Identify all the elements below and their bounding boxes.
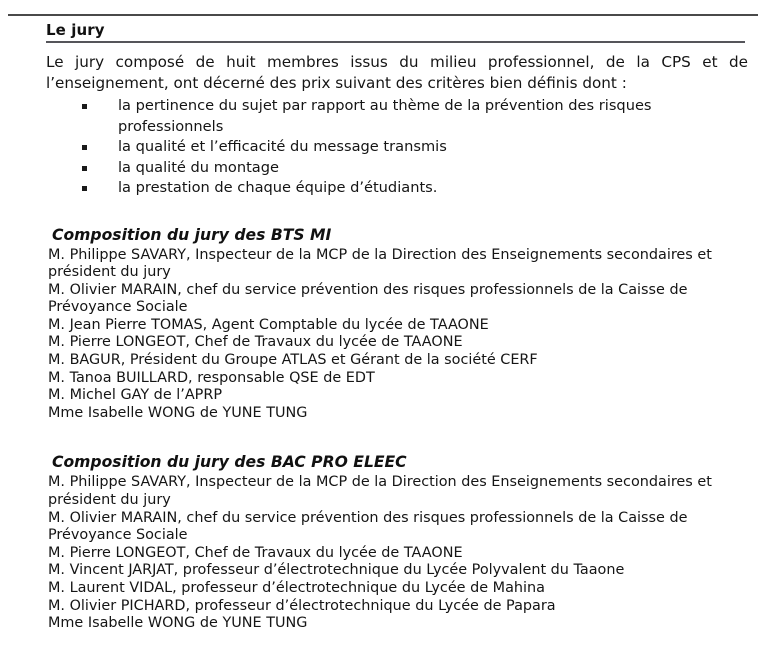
square-bullet-icon (82, 166, 87, 171)
section-header (46, 20, 746, 43)
list-item: M. Laurent VIDAL, professeur d’électrotechnique du Lycée de Mahina (48, 580, 545, 596)
list-item: M. Philippe SAVARY, Inspecteur de la MCP de la Direction des Enseignements secondaires et président du jury (48, 474, 712, 509)
page-title: Le jury (46, 21, 105, 39)
jury-group-bac-pro-eleec (46, 452, 748, 632)
jury-member-list (48, 247, 748, 423)
list-item: M. Olivier MARAIN, chef du service prévention des risques professionnels de la Caisse de Prévoyance Sociale (48, 281, 688, 316)
list-item: M. Vincent JARJAT, professeur d’électrotechnique du Lycée Polyvalent du Taaone (48, 562, 625, 579)
list-item (82, 96, 748, 137)
header-divider-bottom (46, 41, 745, 43)
list-item: Mme Isabelle WONG de YUNE TUNG (48, 615, 308, 632)
criteria-item-label: la prestation de chaque équipe d’étudiants. (118, 179, 438, 196)
list-item: M. Pierre LONGEOT, Chef de Travaux du lycée de TAAONE (48, 544, 463, 561)
criteria-item-label: la qualité et l’efficacité du message transmis (118, 138, 447, 155)
jury-member-list (48, 474, 748, 632)
header-divider-top (8, 14, 758, 16)
list-item (82, 158, 748, 179)
list-item: M. Michel GAY de l’APRP (48, 387, 223, 404)
criteria-list (46, 96, 748, 199)
list-item: M. Jean Pierre TOMAS, Agent Comptable du lycée de TAAONE (48, 316, 489, 333)
square-bullet-icon (82, 145, 87, 150)
list-item (82, 178, 748, 199)
list-item: M. Olivier PICHARD, professeur d’électrotechnique du Lycée de Papara (48, 597, 556, 614)
intro-paragraph: Le jury composé de huit membres issus du milieu professionnel, de la CPS et de l’enseignement, ont décerné des prix suivant des critères bien définis dont : (46, 53, 748, 92)
jury-group-title: Composition du jury des BAC PRO ELEEC (52, 453, 407, 472)
jury-group-title: Composition du jury des BTS MI (52, 225, 332, 244)
criteria-item-label: la pertinence du sujet par rapport au thème de la prévention des risques professionnels (118, 97, 652, 135)
square-bullet-icon (82, 104, 87, 109)
list-item: M. BAGUR, Président du Groupe ATLAS et Gérant de la société CERF (48, 352, 538, 369)
criteria-item-label: la qualité du montage (118, 158, 279, 176)
jury-group-bts-mi (46, 225, 748, 423)
list-item: M. Philippe SAVARY, Inspecteur de la MCP de la Direction des Enseignements secondaires et président du jury (48, 246, 712, 281)
list-item: M. Tanoa BUILLARD, responsable QSE de EDT (48, 369, 375, 386)
list-item (82, 137, 748, 158)
square-bullet-icon (82, 186, 87, 191)
list-item: Mme Isabelle WONG de YUNE TUNG (48, 404, 308, 421)
list-item: M. Olivier MARAIN, chef du service prévention des risques professionnels de la Caisse de Prévoyance Sociale (48, 509, 688, 544)
list-item: M. Pierre LONGEOT, Chef de Travaux du lycée de TAAONE (48, 334, 463, 351)
document-body (46, 52, 748, 633)
